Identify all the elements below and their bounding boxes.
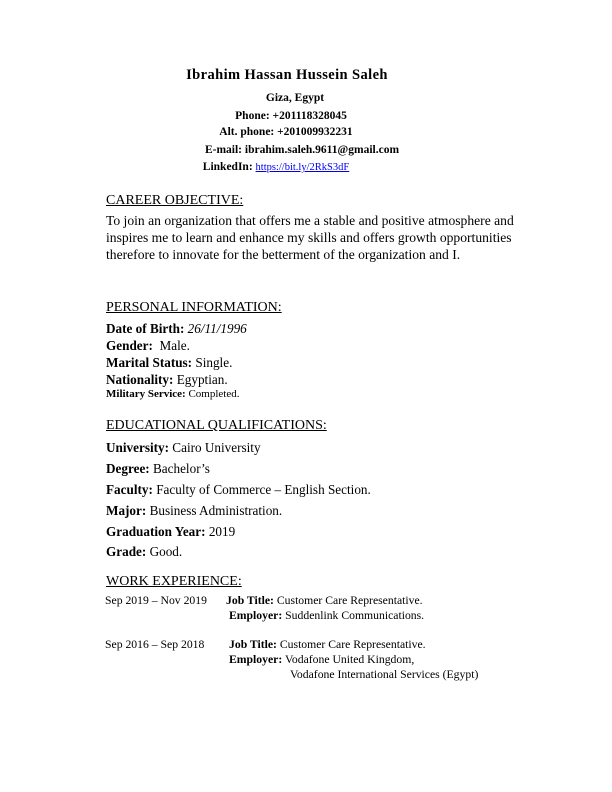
university-label: University: — [106, 440, 169, 455]
faculty-label: Faculty: — [106, 482, 153, 497]
graduation-label: Graduation Year: — [106, 524, 206, 539]
education-heading: EDUCATIONAL QUALIFICATIONS: — [106, 418, 327, 433]
major-row — [106, 503, 282, 519]
job-1-title-value: Customer Care Representative. — [276, 594, 423, 607]
job-2-employer-line2: Vodafone International Services (Egypt) — [290, 668, 479, 681]
linkedin-label: LinkedIn — [202, 161, 249, 173]
military-value: Completed. — [188, 388, 240, 400]
gender-row — [106, 338, 190, 354]
email-label: E-mail: — [204, 144, 243, 156]
degree-value: Bachelor’s — [152, 461, 210, 476]
military-row — [106, 388, 240, 400]
military-label: Military Service: — [106, 388, 186, 400]
phone-label: Phone: — [235, 110, 270, 122]
faculty-value: Faculty of Commerce – English Section. — [156, 482, 371, 497]
gender-label: Gender: — [106, 338, 153, 353]
grade-row — [106, 544, 182, 560]
career-objective-text: To join an organization that offers me a stable and positive atmosphere and inspires me to learn and enhance my skills and offers growth opportunities therefore to innovate for the betterment of the organization and I. — [106, 213, 514, 263]
personal-info-heading: PERSONAL INFORMATION: — [106, 300, 282, 315]
gender-value: Male. — [159, 338, 190, 353]
job-1-employer-row — [229, 609, 424, 622]
candidate-location: Giza, Egypt — [265, 92, 325, 104]
job-1-employer-value: Suddenlink Communications. — [285, 609, 425, 622]
job-2-employer-row — [229, 653, 414, 666]
nationality-row — [106, 372, 228, 388]
university-value: Cairo University — [172, 440, 261, 455]
dob-label: Date of Birth: — [106, 321, 185, 336]
nationality-label: Nationality: — [106, 372, 174, 387]
major-value: Business Administration. — [149, 503, 283, 518]
job-2-title-value: Customer Care Representative. — [279, 638, 426, 651]
marital-row — [106, 355, 232, 371]
job-1-title-row — [226, 594, 423, 607]
linkedin-line: LinkedIn: https://bit.ly/2RkS3dF — [202, 161, 350, 173]
university-row — [106, 440, 261, 456]
marital-value: Single. — [195, 355, 233, 370]
grade-value: Good. — [149, 544, 183, 559]
phone-value: +201118328045 — [272, 110, 347, 122]
job-2-employer-value: Vodafone United Kingdom, — [284, 653, 415, 666]
email-line — [0, 144, 604, 156]
linkedin-link[interactable]: https://bit.ly/2RkS3dF — [255, 162, 350, 173]
faculty-row — [106, 482, 371, 498]
candidate-name: Ibrahim Hassan Hussein Saleh — [186, 67, 388, 83]
alt-phone-line — [0, 126, 572, 138]
major-label: Major: — [106, 503, 147, 518]
job-2-title-label: Job Title: — [229, 638, 277, 651]
career-objective-heading: CAREER OBJECTIVE: — [106, 193, 244, 208]
job-2-period: Sep 2016 – Sep 2018 — [105, 638, 205, 651]
nationality-value: Egyptian. — [176, 372, 228, 387]
email-value: ibrahim.saleh.9611@gmail.com — [244, 144, 400, 156]
job-2-employer-label: Employer: — [229, 653, 283, 666]
work-experience-heading: WORK EXPERIENCE: — [106, 574, 242, 589]
degree-row — [106, 461, 210, 477]
phone-line — [0, 110, 582, 122]
graduation-value: 2019 — [208, 524, 236, 539]
dob-value: 26/11/1996 — [187, 321, 247, 336]
job-1-period: Sep 2019 – Nov 2019 — [105, 594, 207, 607]
job-1-employer-label: Employer: — [229, 609, 283, 622]
job-2-title-row — [229, 638, 426, 651]
grade-label: Grade: — [106, 544, 147, 559]
dob-row — [106, 321, 247, 337]
alt-phone-value: +201009932231 — [277, 126, 353, 138]
graduation-row — [106, 524, 235, 540]
degree-label: Degree: — [106, 461, 150, 476]
marital-label: Marital Status: — [106, 355, 193, 370]
job-1-title-label: Job Title: — [226, 594, 274, 607]
alt-phone-label: Alt. phone: — [219, 126, 275, 138]
